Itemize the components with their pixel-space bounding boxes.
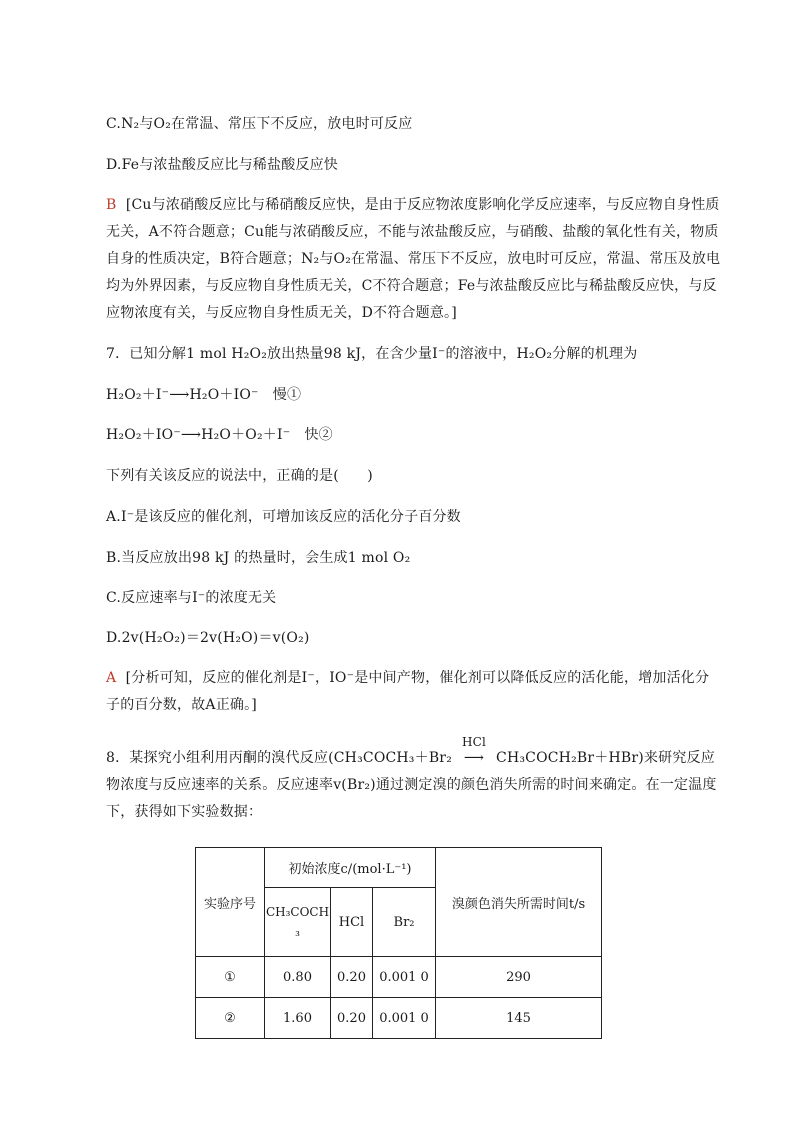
q6-option-c: C.N₂与O₂在常温、常压下不反应，放电时可反应 <box>106 116 413 132</box>
cell-time: 290 <box>436 957 602 998</box>
cell-time: 145 <box>436 998 602 1039</box>
q6-answer-explanation: [Cu与浓硝酸反应比与稀硝酸反应快，是由于反应物浓度影响化学反应速率，与反应物自身性质无关，A不符合题意；Cu能与浓硝酸反应，不能与浓盐酸反应，与硝酸、盐酸的氧化性有关，物质自身的性质决定，B符合题意；N₂与O₂在常温、常压下不反应，放电时可反应，常温、常压及放电均为外界因素，与反应物自身性质无关，C不符合题意；Fe与浓盐酸反应比与稀盐酸反应快，与反应物浓度有关，与反应物自身性质无关，D不符合题意。] <box>106 197 721 321</box>
q6-answer-letter: B <box>106 197 117 213</box>
q7-prompt: 下列有关该反应的说法中，正确的是( ) <box>106 468 373 484</box>
q7-option-a: A.I⁻是该反应的催化剂，可增加该反应的活化分子百分数 <box>106 509 461 525</box>
q6-answer <box>106 192 722 327</box>
header-br2: Br₂ <box>373 888 436 957</box>
q7-option-d: D.2v(H₂O₂)＝2v(H₂O)＝v(O₂) <box>106 630 310 646</box>
cell-br2: 0.001 0 <box>373 998 436 1039</box>
header-hcl: HCl <box>331 888 373 957</box>
header-initial-concentration: 初始浓度c/(mol·L⁻¹) <box>265 848 436 888</box>
cell-hcl: 0.20 <box>331 957 373 998</box>
q8-stem <box>106 735 722 826</box>
header-experiment-index: 实验序号 <box>196 848 265 957</box>
q7-answer <box>106 665 722 719</box>
q8-stem-part-1: 8．某探究小组利用丙酮的溴代反应(CH₃COCH₃＋Br₂ <box>106 750 453 766</box>
reaction-arrow <box>452 735 496 772</box>
q7-option-c: C.反应速率与I⁻的浓度无关 <box>106 590 277 606</box>
q7-option-b: B.当反应放出98 kJ 的热量时，会生成1 mol O₂ <box>106 550 411 566</box>
table-row <box>196 998 602 1039</box>
q7-mechanism-step-1: H₂O₂＋I⁻⟶H₂O＋IO⁻ 慢① <box>106 387 302 403</box>
cell-hcl: 0.20 <box>331 998 373 1039</box>
q8-stem-part-2: CH₃COCH₂Br＋HBr)来研究反应物浓度与反应速率的关系。反应速率v(Br₂)通过测定溴的颜色消失所需的时间来确定。在一定温度下，获得如下实验数据： <box>106 750 717 820</box>
arrow-icon: ⟶ <box>463 750 485 766</box>
table-row <box>196 957 602 998</box>
q7-answer-letter: A <box>106 670 117 686</box>
q6-option-d: D.Fe与浓盐酸反应比与稀盐酸反应快 <box>106 157 339 173</box>
q7-stem: 7．已知分解1 mol H₂O₂放出热量98 kJ，在含少量I⁻的溶液中，H₂O₂分解的机理为 <box>106 346 638 362</box>
experiment-data-table <box>195 847 602 1039</box>
cell-acetone: 0.80 <box>265 957 331 998</box>
header-acetone: CH₃COCH₃ <box>265 888 331 957</box>
header-decolor-time: 溴颜色消失所需时间t/s <box>436 848 602 957</box>
cell-index: ② <box>196 998 265 1039</box>
cell-br2: 0.001 0 <box>373 957 436 998</box>
cell-index: ① <box>196 957 265 998</box>
q7-answer-explanation: [分析可知，反应的催化剂是I⁻，IO⁻是中间产物，催化剂可以降低反应的活化能，增加活化分子的百分数，故A正确。] <box>106 670 710 713</box>
q7-mechanism-step-2: H₂O₂＋IO⁻⟶H₂O＋O₂＋I⁻ 快② <box>106 427 333 443</box>
catalyst-label: HCl <box>461 735 487 749</box>
cell-acetone: 1.60 <box>265 998 331 1039</box>
